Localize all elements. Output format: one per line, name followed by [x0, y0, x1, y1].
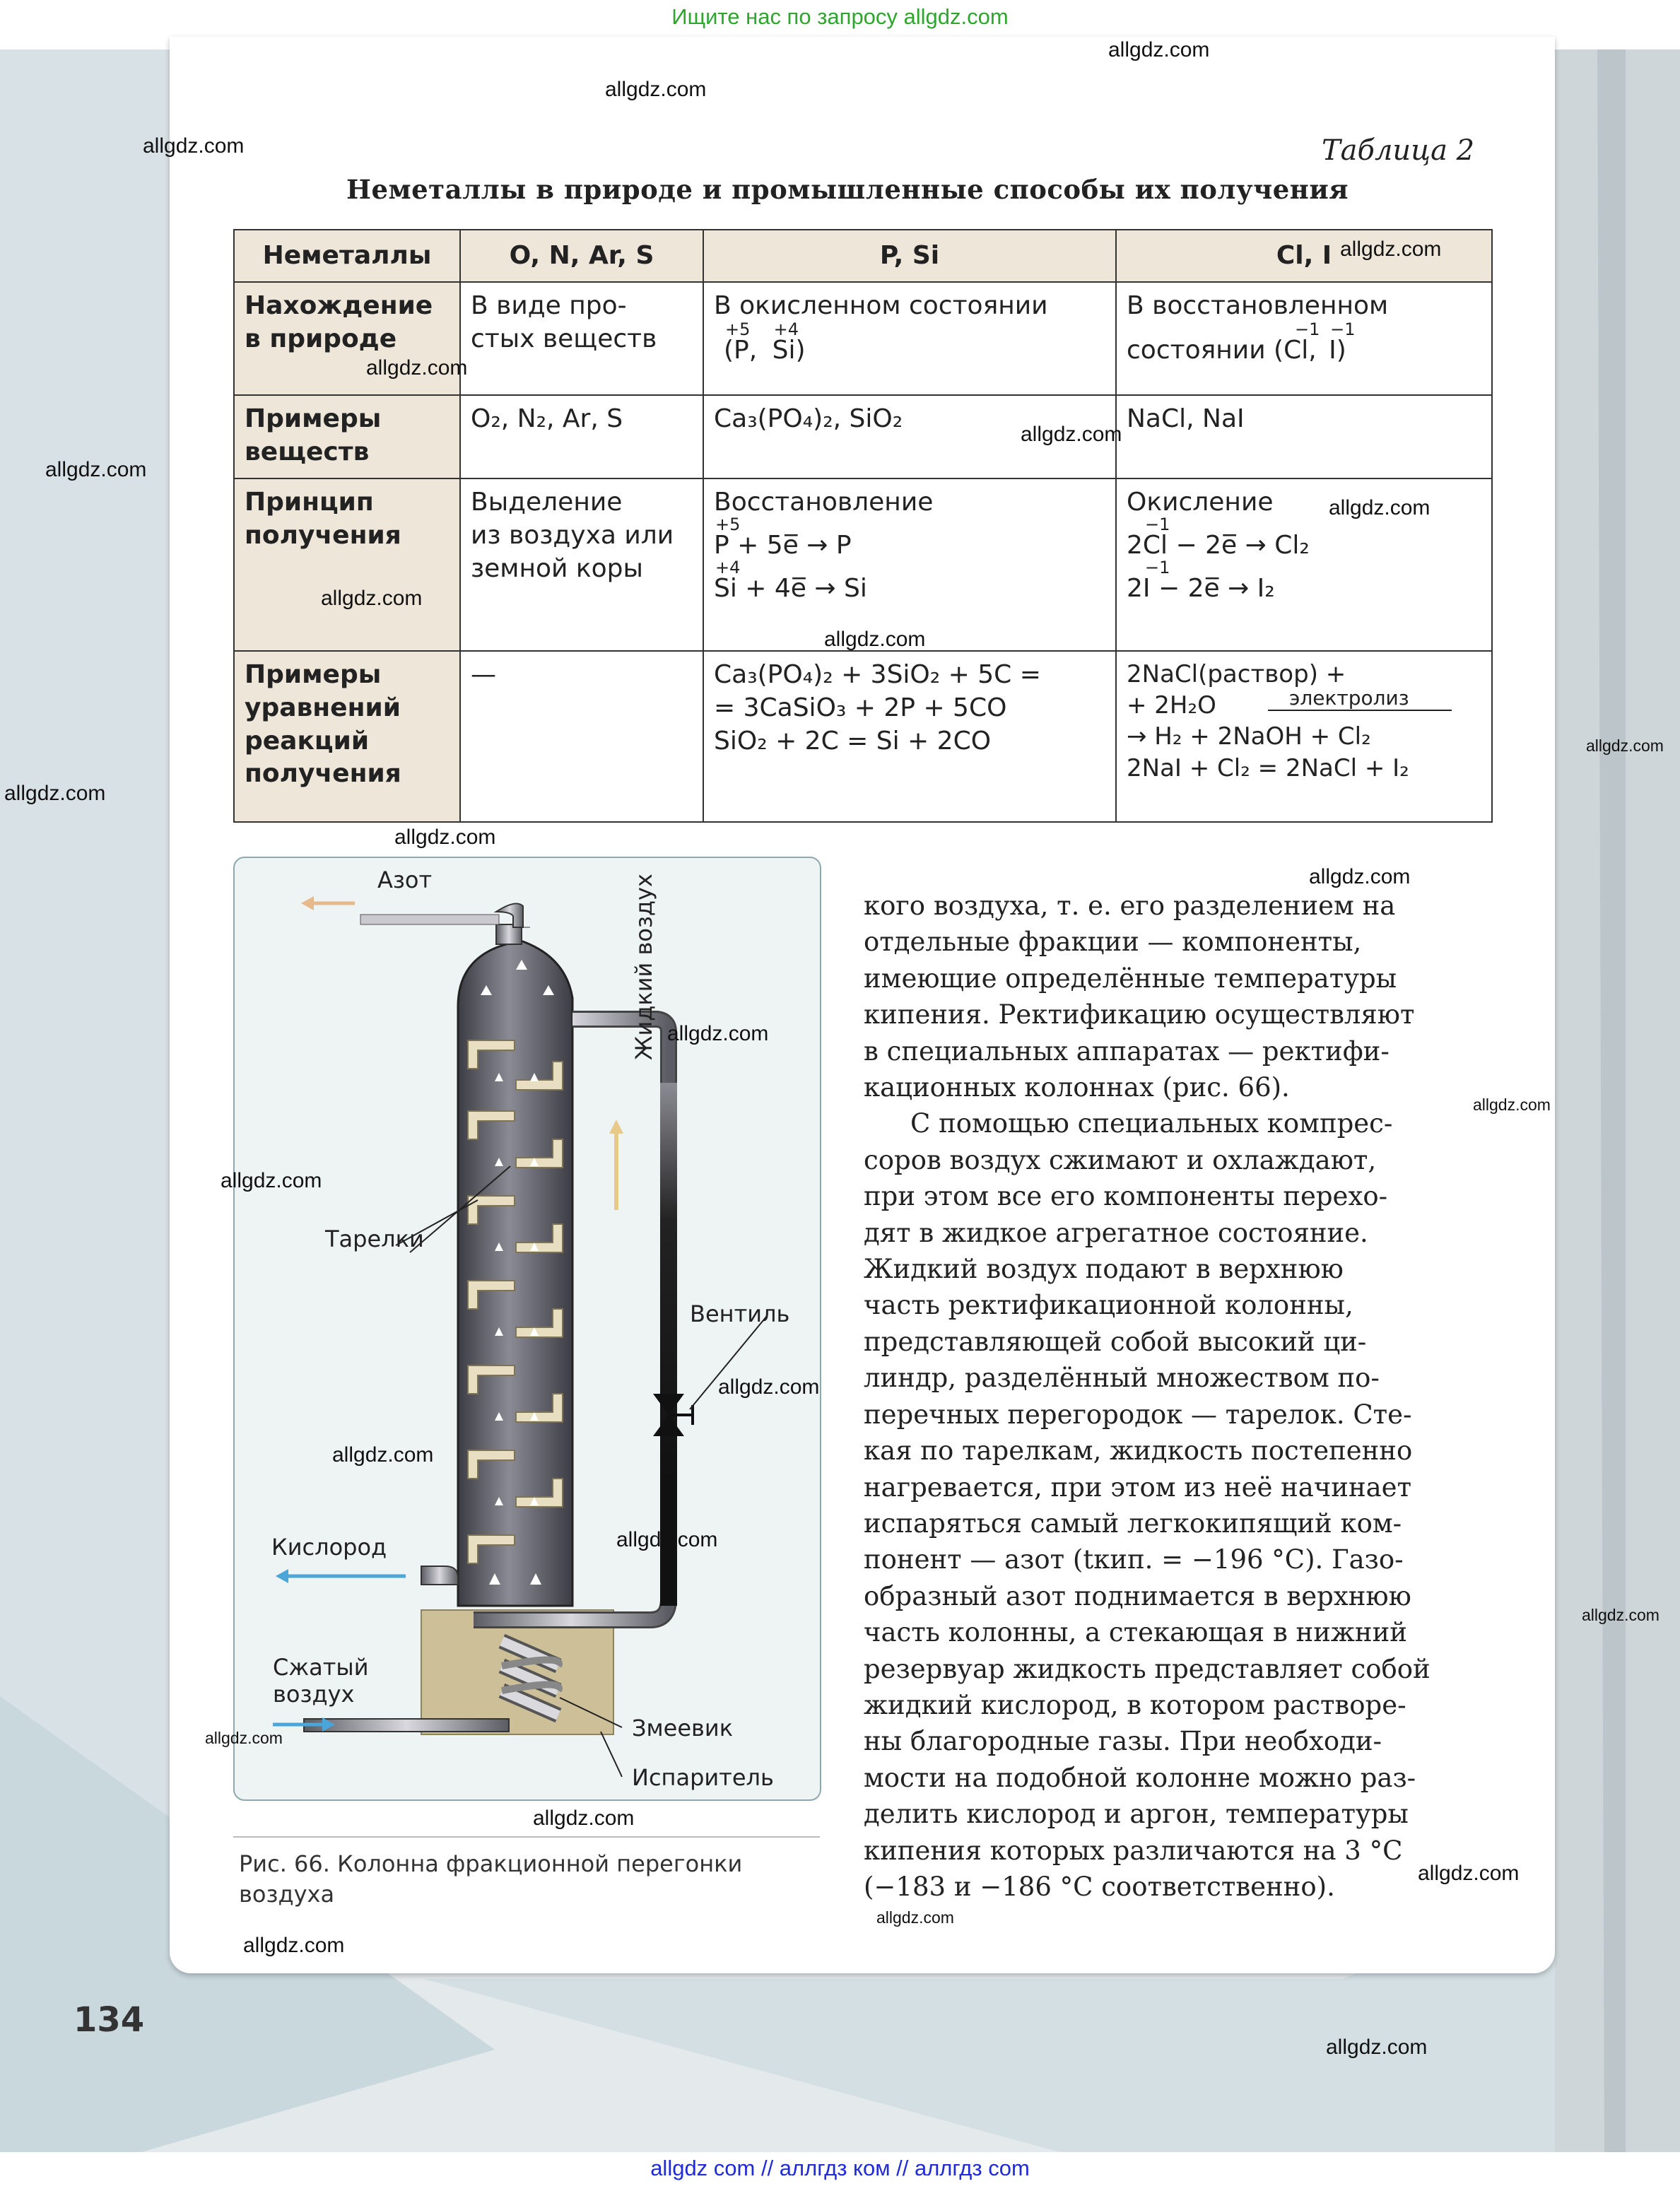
text-line: нагревается, при этом из неё начинает: [864, 1472, 1412, 1503]
text-line: кая по тарелкам, жидкость постепенно: [864, 1435, 1413, 1467]
header-cell: O, N, Ar, S: [460, 230, 703, 282]
watermark: allgdz.com: [1586, 736, 1664, 755]
text-line: мости на подобной колонне можно раз-: [864, 1762, 1416, 1793]
table-cell: O₂, N₂, Ar, S: [460, 395, 703, 478]
body-text: [864, 888, 1493, 1905]
table-cell: В окисленном состоянии +5 (P, +4 Si): [703, 282, 1116, 395]
watermark: allgdz.com: [1021, 423, 1122, 446]
watermark: allgdz.com: [243, 1934, 345, 1957]
watermark: allgdz.com: [1473, 1096, 1551, 1114]
watermark: allgdz.com: [4, 782, 106, 805]
footer-links[interactable]: allgdz com // аллгдз ком // аллгдз com: [650, 2156, 1030, 2180]
label-liquid-air: Жидкий воздух: [630, 874, 657, 1060]
table-cell: В восстановленном состоянии (Cl, −1 I) −1: [1116, 282, 1492, 395]
text-line: кипения которых различаются на 3 °С: [864, 1835, 1403, 1866]
text-line: С помощью специальных компрес-: [910, 1108, 1393, 1139]
nitrogen-arrow-icon: [301, 896, 355, 910]
label-evaporator: Испаритель: [632, 1764, 774, 1791]
oxygen-arrow-icon: [276, 1569, 406, 1583]
liquid-arrow-icon: [609, 1120, 623, 1210]
watermark: allgdz.com: [1309, 865, 1411, 888]
watermark: allgdz.com: [394, 826, 496, 849]
table-number: Таблица 2: [1322, 134, 1475, 167]
watermark: allgdz.com: [1340, 237, 1442, 261]
caption-rule: [233, 1836, 820, 1838]
text-line: соров воздух сжимают и охлаждают,: [864, 1144, 1377, 1175]
watermark: allgdz.com: [205, 1729, 283, 1747]
text-line: Жидкий воздух подают в верхнюю: [864, 1254, 1344, 1285]
text-line: понент — азот (tкип. = −196 °С). Газо-: [864, 1544, 1404, 1575]
table-cell: Ca₃(PO₄)₂, SiO₂: [703, 395, 1116, 478]
table-cell: Ca₃(PO₄)₂ + 3SiO₂ + 5C = = 3CaSiO₃ + 2P + 5CO SiO₂ + 2C = Si + 2CO: [703, 651, 1116, 822]
nonmetals-table: [233, 229, 1493, 823]
text-line: часть колонны, а стекающая в нижний: [864, 1617, 1407, 1648]
watermark: allgdz.com: [718, 1375, 820, 1399]
site-banner[interactable]: Ищите нас по запросу allgdz.com: [671, 4, 1009, 29]
page-number: 134: [74, 2000, 145, 2040]
label-compressed-air: Сжатый воздух: [273, 1654, 369, 1708]
oxygen-outlet-pipe: [421, 1566, 458, 1585]
text-line: представляющей собой высокий ци-: [864, 1326, 1367, 1357]
text-line: резервуар жидкость представляет собой: [864, 1653, 1431, 1684]
compressed-air-pipe: [304, 1719, 509, 1732]
watermark: allgdz.com: [616, 1528, 718, 1551]
table-cell: Окисление −1 2Cl − 2e̅ → Cl₂ −1 2I − 2e̅ → I₂: [1116, 478, 1492, 651]
table-cell: 2NaCl(раствор) + + 2H₂O электролиз → H₂ + 2NaOH + Cl₂ 2NaI + Cl₂ = 2NaCl + I₂: [1116, 651, 1492, 822]
row-label: Примеры веществ: [234, 395, 460, 478]
table-row: [234, 478, 1492, 651]
table-row: [234, 651, 1492, 822]
nitrogen-outlet-pipe: [360, 915, 499, 924]
table-cell: NaCl, NaI: [1116, 395, 1492, 478]
watermark: allgdz.com: [366, 356, 468, 380]
watermark: allgdz.com: [1326, 2036, 1428, 2059]
table-header-row: [234, 230, 1492, 282]
text-line: делить кислород и аргон, температуры: [864, 1799, 1409, 1830]
text-line: имеющие определённые температуры: [864, 963, 1397, 994]
watermark: allgdz.com: [321, 587, 423, 610]
text-line: часть ректификационной колонны,: [864, 1290, 1353, 1321]
table-cell: В виде про- стых веществ: [460, 282, 703, 395]
label-oxygen: Кислород: [271, 1534, 387, 1561]
text-line: кипения. Ректификацию осуществляют: [864, 999, 1415, 1030]
watermark: allgdz.com: [45, 458, 147, 481]
label-nitrogen: Азот: [377, 867, 433, 893]
text-line: жидкий кислород, в котором растворе-: [864, 1689, 1406, 1720]
text-line: ны благородные газы. При необходи-: [864, 1726, 1382, 1757]
table-cell: Восстановление +5 P + 5e̅ → P +4 Si + 4e̅ → Si: [703, 478, 1116, 651]
watermark: allgdz.com: [1108, 38, 1210, 61]
header-cell: Cl, I: [1116, 230, 1492, 282]
header-cell: Неметаллы: [234, 230, 460, 282]
table-title: Неметаллы в природе и промышленные способы их получения: [346, 174, 1349, 205]
text-line: испаряться самый легкокипящий ком-: [864, 1508, 1402, 1539]
watermark: allgdz.com: [605, 78, 707, 101]
text-line: в специальных аппаратах — ректифи-: [864, 1035, 1390, 1067]
text-line: (−183 и −186 °С соответственно).: [864, 1871, 1335, 1902]
label-valve: Вентиль: [690, 1300, 790, 1327]
row-label: Примеры уравнений реакций получения: [234, 651, 460, 822]
watermark: allgdz.com: [332, 1443, 434, 1467]
text-line: кого воздуха, т. е. его разделением на: [864, 891, 1396, 921]
text-line: кационных колоннах (рис. 66).: [864, 1072, 1290, 1103]
valve-icon: [653, 1394, 693, 1436]
watermark: allgdz.com: [876, 1908, 954, 1927]
table-cell: Выделение из воздуха или земной коры: [460, 478, 703, 651]
header-cell: P, Si: [703, 230, 1116, 282]
watermark: allgdz.com: [1329, 496, 1431, 519]
label-trays: Тарелки: [325, 1226, 424, 1252]
watermark: allgdz.com: [1418, 1862, 1520, 1885]
table-row: [234, 395, 1492, 478]
watermark: allgdz.com: [1582, 1606, 1660, 1624]
text-line: образный азот поднимается в верхнюю: [864, 1580, 1411, 1611]
figure-caption: Рис. 66. Колонна фракционной перегонки воздуха: [239, 1850, 743, 1908]
watermark: allgdz.com: [143, 134, 245, 158]
table-cell: —: [460, 651, 703, 822]
watermark: allgdz.com: [221, 1169, 322, 1192]
watermark: allgdz.com: [824, 628, 926, 651]
text-line: линдр, разделённый множеством по-: [864, 1363, 1380, 1394]
row-label: Принцип получения: [234, 478, 460, 651]
row-label: Нахождение в природе: [234, 282, 460, 395]
label-coil: Змеевик: [632, 1715, 734, 1741]
text-line: при этом все его компоненты перехо-: [864, 1181, 1388, 1212]
watermark: allgdz.com: [533, 1807, 635, 1830]
text-line: отдельные фракции — компоненты,: [864, 927, 1362, 958]
watermark: allgdz.com: [667, 1022, 769, 1045]
text-line: дят в жидкое агрегатное состояние.: [864, 1217, 1368, 1248]
text-line: перечных перегородок — тарелок. Сте-: [864, 1399, 1412, 1430]
